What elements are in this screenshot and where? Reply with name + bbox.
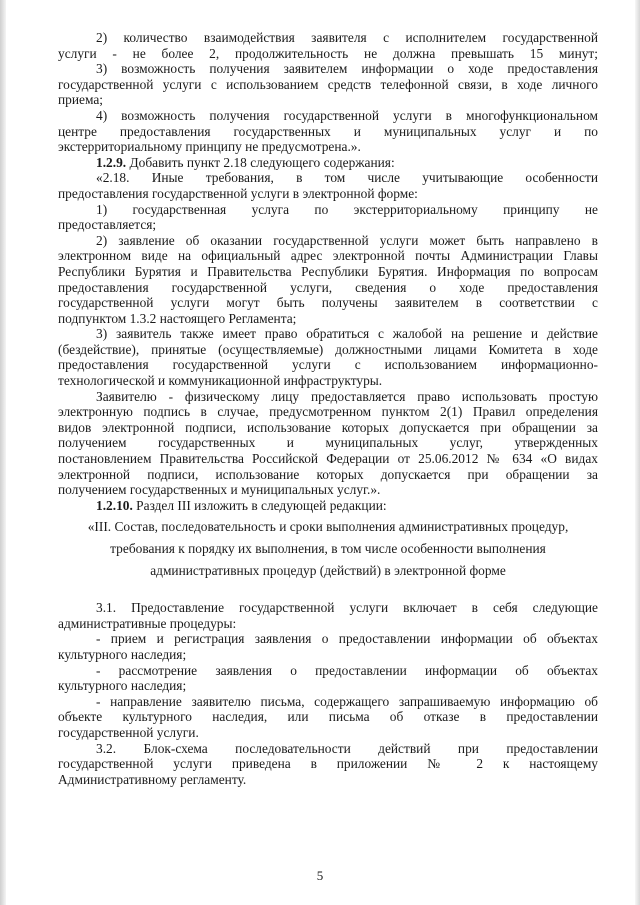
text-line: 4) возможность получения государственной услуги в многофункциональном bbox=[96, 107, 598, 123]
text-line: 1) государственная услуга по экстерриториальному принципу не bbox=[96, 201, 598, 217]
text-line: государственной услуги. bbox=[58, 724, 199, 740]
text-line: получением государственных и муниципальных услуг.». bbox=[58, 482, 381, 498]
clause-text: Раздел III изложить в следующей редакции: bbox=[132, 497, 387, 513]
text-line: предоставления государственной услуги в электронной форме: bbox=[58, 185, 418, 201]
text-line: предоставления государственной услуги с использованием информационно- bbox=[58, 357, 598, 373]
text-line: государственной услуги приведена в приложении № 2 к настоящему bbox=[58, 756, 598, 772]
text-line: культурного наследия; bbox=[58, 646, 187, 662]
text-line: государственной услуги могут быть получены заявителем в соответствии с bbox=[58, 295, 598, 311]
section-title: «III. Состав, последовательность и сроки выполнения административных процедур, bbox=[87, 519, 569, 535]
scan-edge-left bbox=[0, 0, 6, 905]
page-number: 5 bbox=[316, 868, 324, 883]
text-line: технологической и коммуникационной инфраструктуры. bbox=[58, 373, 383, 389]
text-line: центре предоставления государственных и муниципальных услуг и по bbox=[58, 123, 598, 139]
text-line: 3.2. Блок-схема последовательности действий при предоставлении bbox=[96, 740, 598, 756]
text-line: получением государственных и муниципальных услуг, утвержденных bbox=[58, 435, 598, 451]
text-line: культурного наследия; bbox=[58, 678, 187, 694]
clause-heading bbox=[58, 498, 598, 514]
section-title: административных процедур (действий) в электронной форме bbox=[150, 562, 506, 578]
scan-edge-right bbox=[635, 0, 640, 905]
text-line: подпунктом 1.3.2 настоящего Регламента; bbox=[58, 310, 297, 326]
text-line: приема; bbox=[58, 92, 104, 108]
text-line: 3) возможность получения заявителем информации о ходе предоставления bbox=[96, 61, 598, 77]
text-line: объекте культурного наследия, или письма об отказе в предоставлении bbox=[58, 709, 598, 725]
clause-heading bbox=[58, 155, 598, 171]
clause-number: 1.2.10. bbox=[96, 497, 133, 513]
text-line: предоставления государственной услуги, сведения о ходе предоставления bbox=[58, 279, 598, 295]
text-line: административные процедуры: bbox=[58, 615, 237, 631]
text-line: (бездействие), принятые (осуществляемые) должностными лицами Комитета в ходе bbox=[58, 341, 598, 357]
text-line: 3.1. Предоставление государственной услуги включает в себя следующие bbox=[96, 600, 598, 616]
text-line: электронной подписи, использование которых допускается при обращении за bbox=[58, 466, 598, 482]
text-line: - рассмотрение заявления о предоставлении информации об объектах bbox=[96, 662, 598, 678]
text-line: постановлением Правительства Российской Федерации от 25.06.2012 № 634 «О видах bbox=[58, 451, 598, 467]
text-line: государственной услуги с использованием средств телефонной связи, в ходе личного bbox=[58, 76, 598, 92]
text-line: видов электронной подписи, использование которых допускается при обращении за bbox=[58, 419, 598, 435]
text-line: - направление заявителю письма, содержащего запрашиваемую информацию об bbox=[96, 693, 598, 709]
text-line: 3) заявитель также имеет право обратиться с жалобой на решение и действие bbox=[96, 326, 598, 342]
spacer bbox=[58, 578, 598, 600]
text-line: электронную подпись в случае, предусмотренном пунктом 2(1) Правил определения bbox=[58, 404, 598, 420]
section-title: требования к порядку их выполнения, в том числе особенности выполнения bbox=[110, 541, 546, 556]
document-body bbox=[58, 30, 598, 787]
text-line: «2.18. Иные требования, в том числе учитывающие особенности bbox=[96, 170, 598, 186]
text-line: Заявителю - физическому лицу предоставляется право использовать простую bbox=[96, 388, 598, 404]
text-line: экстерриториальному принципу не предусмотрена.». bbox=[58, 139, 361, 155]
text-line: 2) заявление об оказании государственной услуги может быть направлено в bbox=[96, 232, 598, 248]
text-line: - прием и регистрация заявления о предоставлении информации об объектах bbox=[96, 631, 598, 647]
clause-number: 1.2.9. bbox=[96, 154, 127, 170]
text-line: услуги - не более 2, продолжительность не должна превышать 15 минут; bbox=[58, 45, 598, 61]
text-line: электронном виде на официальный адрес электронной почты Администрации Главы bbox=[58, 248, 598, 264]
text-line: Республики Бурятия и Правительства Республики Бурятия. Информация по вопросам bbox=[58, 263, 598, 279]
text-line: предоставляется; bbox=[58, 217, 157, 233]
text-line: 2) количество взаимодействия заявителя с исполнителем государственной bbox=[96, 30, 598, 45]
text-line: Административному регламенту. bbox=[58, 771, 247, 787]
clause-text: Добавить пункт 2.18 следующего содержания: bbox=[126, 154, 395, 170]
